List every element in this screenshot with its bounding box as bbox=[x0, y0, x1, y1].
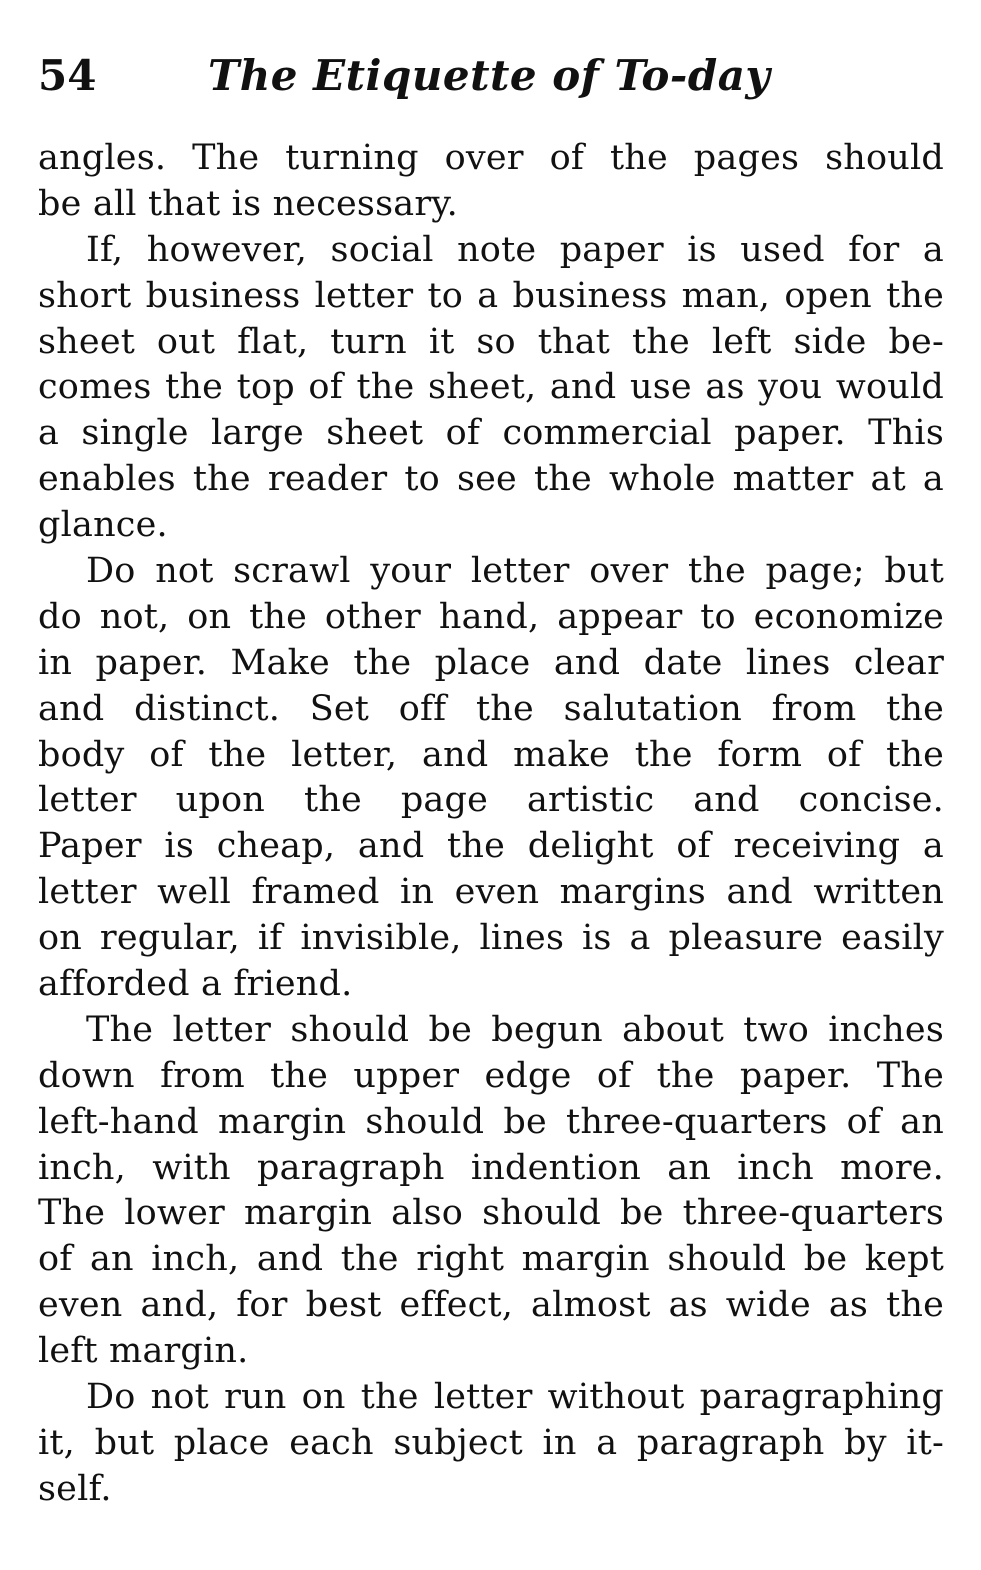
text-line: The lower margin also should be three-quarters bbox=[38, 1193, 944, 1234]
text-line: letter upon the page artistic and concise. bbox=[38, 780, 944, 821]
text-line: self. bbox=[38, 1468, 112, 1509]
text-line: The letter should be begun about two inches bbox=[86, 1009, 944, 1050]
text-line: afforded a friend. bbox=[38, 964, 353, 1005]
text-line: in paper. Make the place and date lines clear bbox=[38, 642, 944, 683]
text-line: sheet out flat, turn it so that the left side be- bbox=[38, 321, 944, 362]
text-line: angles. The turning over of the pages should bbox=[38, 138, 944, 178]
text-line: left margin. bbox=[38, 1331, 249, 1372]
text-line: it, but place each subject in a paragraph by it- bbox=[38, 1422, 944, 1463]
text-line: comes the top of the sheet, and use as you would bbox=[38, 367, 944, 408]
text-line: of an inch, and the right margin should be kept bbox=[38, 1239, 944, 1280]
text-line: even and, for best effect, almost as wide as the bbox=[38, 1285, 944, 1326]
text-line: be all that is necessary. bbox=[38, 183, 458, 224]
text-line: Paper is cheap, and the delight of receiving a bbox=[38, 826, 944, 867]
running-head bbox=[38, 46, 938, 106]
text-line: left-hand margin should be three-quarters of an bbox=[38, 1101, 944, 1142]
body-text bbox=[38, 136, 944, 1513]
text-line: If, however, social note paper is used for a bbox=[86, 229, 944, 270]
text-line: on regular, if invisible, lines is a pleasure easily bbox=[38, 918, 944, 959]
text-line: enables the reader to see the whole matter at a bbox=[38, 459, 944, 500]
page-number: 54 bbox=[38, 51, 97, 100]
running-title: The Etiquette of To-day bbox=[208, 51, 771, 100]
text-line: short business letter to a business man, open the bbox=[38, 275, 944, 316]
text-line: body of the letter, and make the form of the bbox=[38, 734, 944, 775]
text-line: glance. bbox=[38, 505, 168, 546]
text-line: Do not run on the letter without paragraphing bbox=[86, 1377, 944, 1418]
text-line: do not, on the other hand, appear to economize bbox=[38, 596, 944, 637]
text-line: a single large sheet of commercial paper. This bbox=[38, 413, 944, 454]
text-line: Do not scrawl your letter over the page; but bbox=[86, 551, 944, 592]
text-line: inch, with paragraph indention an inch more. bbox=[38, 1147, 944, 1188]
text-line: and distinct. Set off the salutation from the bbox=[38, 688, 944, 729]
text-line: letter well framed in even margins and written bbox=[38, 872, 944, 913]
text-line: down from the upper edge of the paper. The bbox=[38, 1055, 944, 1096]
